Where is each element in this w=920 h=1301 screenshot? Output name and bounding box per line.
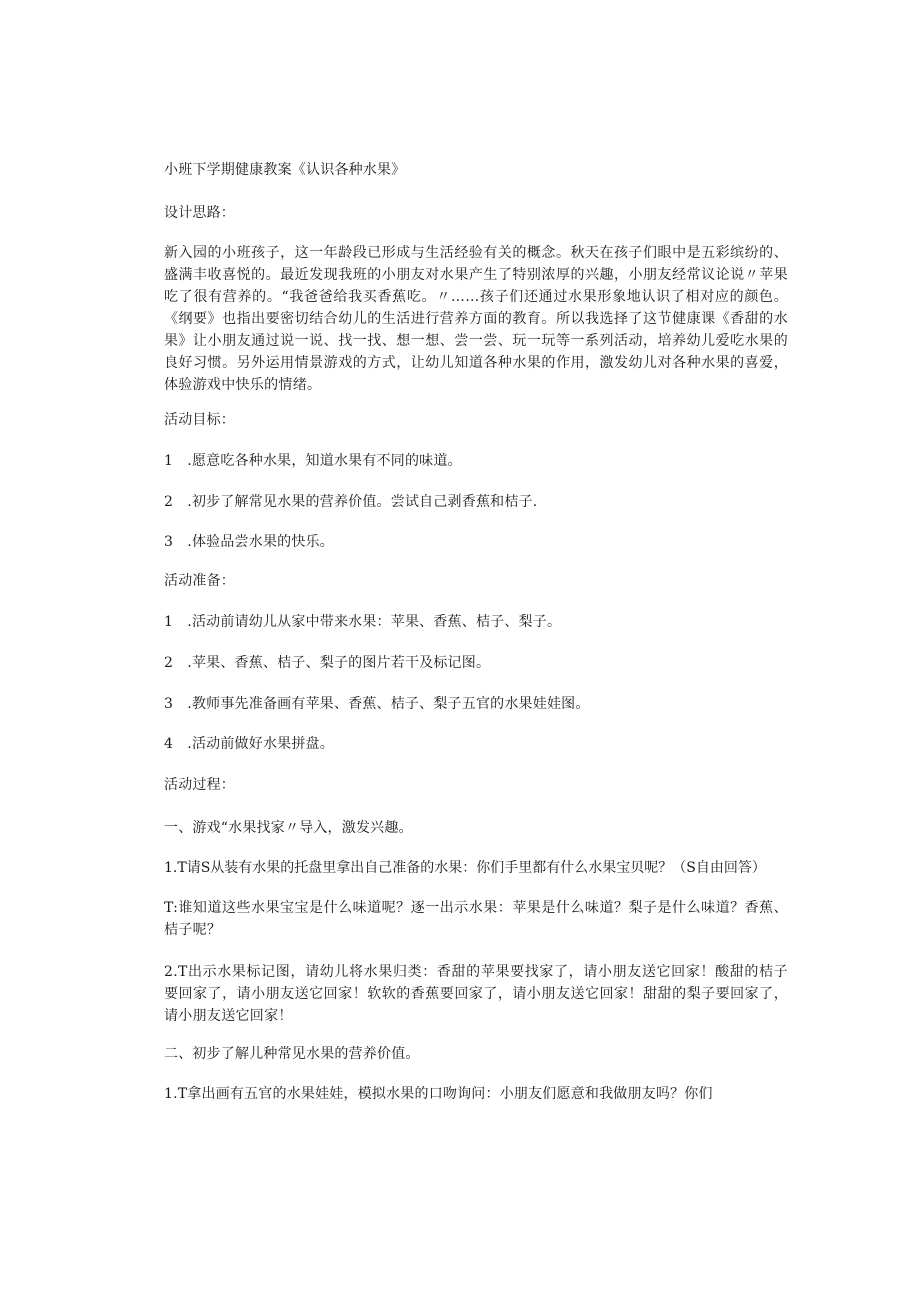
design-heading: 设计思路： [164,205,235,221]
prep-item-2: 2 .苹果、香蕉、桔子、梨子的图片若干及标记图。 [164,655,491,671]
prep-heading: 活动准备： [164,573,235,589]
step2-heading: 二、初步了解儿种常见水果的营养价值。 [164,1046,420,1062]
prep-item-4: 4 .活动前做好水果拼盘。 [164,736,334,752]
goal-item-3: 3 .体验品尝水果的快乐。 [164,534,334,550]
document-title: 小班下学期健康教案《认识各种水果》 [164,162,406,178]
step1-paragraph-2: T:谁知道这些水果宝宝是什么味道呢？逐一出示水果：苹果是什么味道？梨子是什么味道？香蕉、桔子呢？ [164,900,788,938]
step1-paragraph-3: 2.T出示水果标记图，请幼儿将水果归类：香甜的苹果要找家了，请小朋友送它回家！酸甜的桔子要回家了，请小朋友送它回家！软软的香蕉要回家了，请小朋友送它回家！甜甜的梨子要回家了，请小朋友送它回家！ [164,964,788,1024]
step1-heading: 一、游戏“水果找家〃导入，激发兴趣。 [164,820,413,836]
goal-item-1: 1 .愿意吃各种水果，知道水果有不同的味道。 [164,453,462,469]
step2-paragraph-1: 1.T拿出画有五官的水果娃娃，模拟水果的口吻询问：小朋友们愿意和我做朋友吗？你们 [164,1086,713,1102]
goals-heading: 活动目标： [164,412,235,428]
prep-item-1: 1 .活动前请幼儿从家中带来水果：苹果、香蕉、桔子、梨子。 [164,614,562,630]
goal-item-2: 2 .初步了解常见水果的营养价值。尝试自己剥香蕉和桔子. [164,494,538,510]
prep-item-3: 3 .教师事先准备画有苹果、香蕉、桔子、梨子五官的水果娃娃图。 [164,696,590,712]
process-heading: 活动过程： [164,777,235,793]
design-paragraph: 新入园的小班孩子，这一年龄段已形成与生活经验有关的概念。秋天在孩子们眼中是五彩缤纷的、盛满丰收喜悦的。最近发现我班的小朋友对水果产生了特别浓厚的兴趣，小朋友经常议论说〃苹果吃了很有营养的。“我爸爸给我买香蕉吃。〃……孩子们还通过水果形象地认识了相对应的颜色。《纲要》也指出要密切结合幼儿的生活进行营养方面的教育。所以我选择了这节健康课《香甜的水果》让小朋友通过说一说、找一找、想一想、尝一尝、玩一玩等一系列活动，培养幼儿爱吃水果的良好习惯。另外运用情景游戏的方式，让幼儿知道各种水果的作用，激发幼儿对各种水果的喜爱，体验游戏中快乐的情绪。 [164,245,788,393]
step1-paragraph-1: 1.T请S从装有水果的托盘里拿出自己准备的水果：你们手里都有什么水果宝贝呢？（S自由回答） [164,860,766,876]
